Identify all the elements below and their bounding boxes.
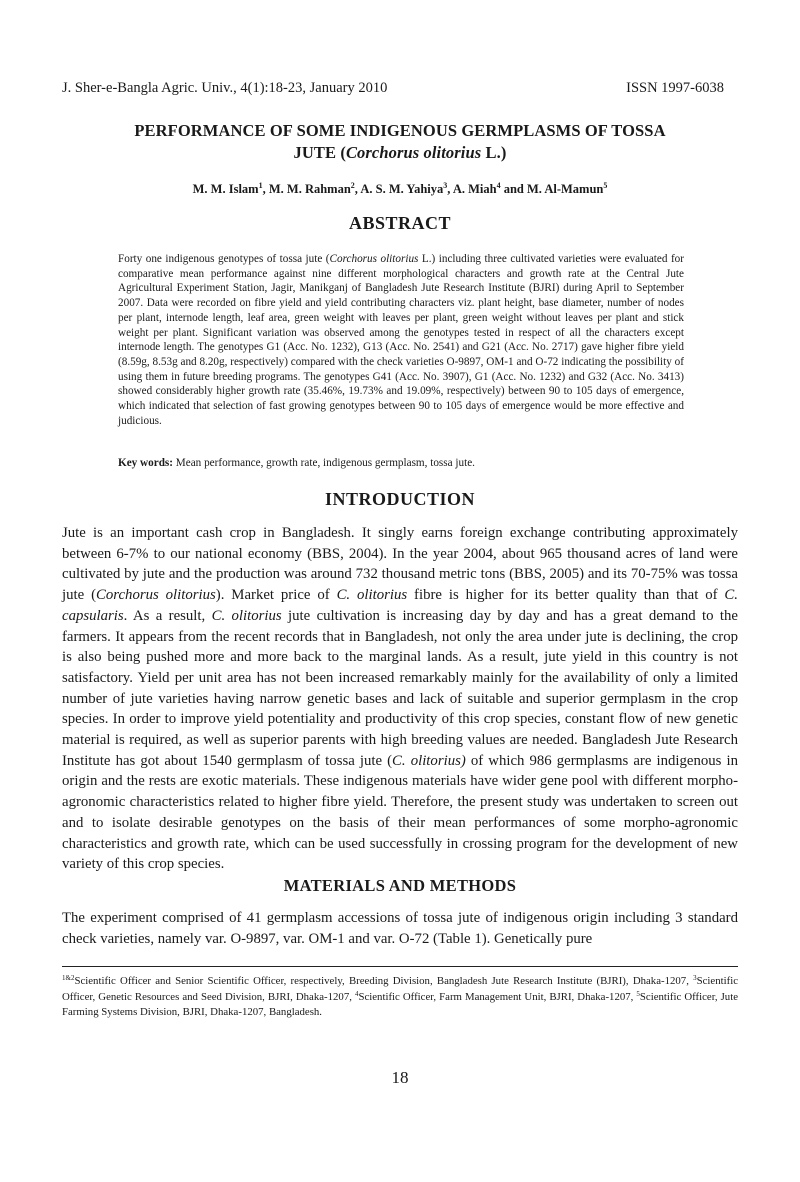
- intro-species: C. olitorius): [392, 752, 466, 769]
- intro-text: ). Market price of: [215, 587, 337, 604]
- abstract-heading: ABSTRACT: [348, 213, 452, 233]
- introduction-heading: INTRODUCTION: [324, 489, 476, 509]
- footnote-mark: 4: [354, 989, 359, 998]
- author-name: A. S. M. Yahiya: [360, 182, 444, 196]
- intro-species: Corchorus olitorius: [96, 587, 216, 604]
- journal-citation: J. Sher-e-Bangla Agric. Univ., 4(1):18-23, January 2010: [62, 80, 388, 96]
- keywords-text: Mean performance, growth rate, indigenous germplasm, tossa jute.: [173, 457, 475, 469]
- author-affiliation-mark: 3: [443, 181, 448, 190]
- intro-text: of which 986 germplasms are indigenous in origin and the rests are exotic materials. These indigenous materials have wider gene pool with different morpho-agronomic characteristics related to higher fibre yield. Therefore, the present study was undertaken to screen out and to isolate desirable genotypes on the basis of their mean performances of some morpho-agronomic characteristics and growth rate, which can be used successfully in crossing program for the development of new variety of this crop species.: [62, 752, 738, 873]
- abstract-text: L.) including three cultivated varieties were evaluated for comparative mean performance against nine different morphological characters and growth rate at the Central Jute Agricultural Experiment Station, Jagir, Manikganj of Bangladesh Jute Research Institute (BJRI) during April to September 2007. Data were recorded on fibre yield and yield contributing characters viz. plant height, base diameter, number of nodes per plant, internode length, leaf area, green weight with leaves per plant, green weight without leaves per plant and stick weight per plant. Significant variation was observed among the genotypes tested in respect of all the characters except internode length. The genotypes G1 (Acc. No. 1232), G13 (Acc. No. 2541) and G21 (Acc. No. 2717) gave higher fibre yield (8.59g, 8.53g and 8.20g, respectively) compared with the check varieties O-9897, OM-1 and O-72 indicating the possibility of using them in future breeding programs. The genotypes G41 (Acc. No. 3907), G1 (Acc. No. 1232) and G32 (Acc. No. 3413) showed considerably higher growth rate (35.46%, 19.73% and 19.09%, respectively) between 90 to 105 days of emergence, which indicated that selection of fast growing genotypes between 90 to 105 days of emergence would be more effective and judicious.: [118, 253, 684, 427]
- author-list: [60, 182, 740, 197]
- author-name: M. M. Rahman: [268, 182, 351, 196]
- intro-species: C. olitorius: [336, 587, 408, 604]
- introduction-body: [62, 523, 738, 875]
- author-name: M. Al-Mamun: [526, 182, 604, 196]
- author-affiliation-mark: 2: [350, 181, 355, 190]
- abstract-body: [118, 252, 684, 428]
- abstract-text: Forty one indigenous genotypes of tossa jute (: [118, 253, 330, 265]
- title-text-a: JUTE (: [293, 143, 346, 162]
- methods-body: The experiment comprised of 41 germplasm accessions of tossa jute of indigenous origin including 3 standard check varieties, namely var. O-9897, var. OM-1 and var. O-72 (Table 1). Genetically pure: [62, 910, 738, 947]
- paper-title: [60, 120, 740, 164]
- footnote-mark: 1&2: [62, 974, 75, 982]
- title-line-1: PERFORMANCE OF SOME INDIGENOUS GERMPLASMS OF TOSSA: [134, 121, 666, 140]
- keywords-label: Key words:: [118, 457, 173, 469]
- intro-text: Jute is an important cash crop in Bangladesh. It singly earns foreign exchange contributing approximately between 6-7% to our national economy (BBS, 2004). In the year 2004, about 965 thousand acres of land were cultivated by jute and the production was around 732 thousand metric tons (BBS, 2005) and its 70-75% was tossa jute (: [62, 525, 738, 604]
- footnote-mark: 3: [693, 974, 697, 982]
- intro-species: C. olitorius: [211, 607, 282, 624]
- page-number: 18: [391, 1068, 409, 1087]
- running-head: [62, 80, 724, 97]
- author-name: A. Miah: [452, 182, 497, 196]
- title-species: Corchorus olitorius: [345, 143, 482, 162]
- footnote-mark: 5: [636, 989, 640, 998]
- title-line-2: [60, 142, 740, 164]
- author-separator: ,: [354, 182, 361, 196]
- abstract-species: Corchorus olitorius: [329, 253, 419, 265]
- footnote-text: Scientific Officer, Jute Farming Systems Division, BJRI, Dhaka-1207, Bangladesh.: [62, 990, 738, 1018]
- title-text-b: L.): [481, 143, 507, 162]
- intro-text: . As a result,: [123, 607, 212, 624]
- intro-species: C. capsularis: [62, 587, 738, 624]
- author-affiliation-mark: 1: [258, 181, 263, 190]
- intro-text: jute cultivation is increasing day by day and has a great demand to the farmers. It appears from the recent records that in Bangladesh, not only the area under jute is declining, the crop is also being pushed more and more back to the marginal lands. As a result, jute yield in this country is not satisfactory. Yield per unit area has not been increased remarkably mainly for the availability of only a limited number of jute varieties having narrow genetic bases and lack of suitable and superior germplasm in the crop species. In order to improve yield potentiality and productivity of this crop species, constant flow of new genetic material is required, as well as superior parents with high breeding values are needed. Bangladesh Jute Research Institute has got about 1540 germplasm of tossa jute (: [62, 607, 738, 769]
- issn: ISSN 1997-6038: [626, 80, 724, 96]
- author-affiliation-mark: 4: [496, 181, 501, 190]
- author-separator: ,: [262, 182, 269, 196]
- footnote-text: Scientific Officer, Genetic Resources and Seed Division, BJRI, Dhaka-1207,: [62, 975, 738, 1003]
- footnote-text: Scientific Officer and Senior Scientific Officer, respectively, Breeding Division, Bangladesh Jute Research Institute (BJRI), Dhaka-1207,: [74, 975, 694, 987]
- author-separator: ,: [447, 182, 453, 196]
- methods-heading: MATERIALS AND METHODS: [283, 876, 517, 895]
- author-and: and: [500, 182, 527, 196]
- footnote-text: Scientific Officer, Farm Management Unit, BJRI, Dhaka-1207,: [358, 990, 637, 1003]
- author-affiliation-mark: 5: [603, 181, 608, 190]
- author-name: M. M. Islam: [192, 182, 259, 196]
- intro-text: fibre is higher for its better quality than that of: [407, 587, 725, 604]
- keywords: [118, 457, 684, 469]
- footnote-divider: [62, 966, 738, 967]
- affiliation-footnote: [62, 974, 738, 1021]
